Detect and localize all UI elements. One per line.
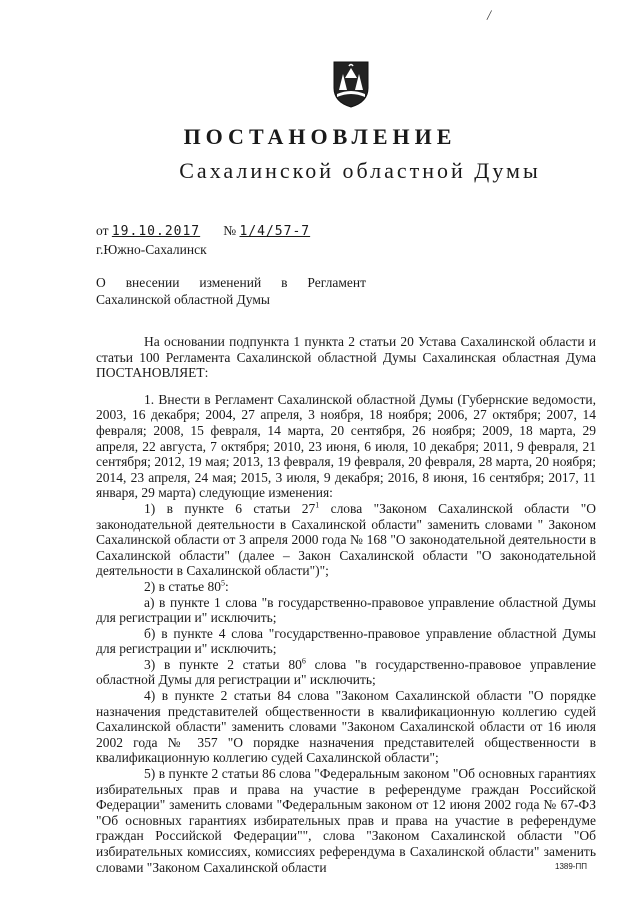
number-prefix: №	[223, 223, 237, 238]
page-code: 1389-ПП	[555, 862, 587, 871]
subitem-2b-paragraph: б) в пункте 4 слова "государственно-правовое управление областной Думы для регистрации и" исключить;	[96, 625, 596, 657]
subitem-1-text-cont: слова "Законом Сахалинской области "О законодательной деятельности в Сахалинской области" заменить словами " Законом Сахалинской области от 3 апреля 2000 года № 168 "О законодательной деятельности в Сахалинской области" (далее – Закон Сахалинской области "О законодательной деятельности в Сахалинской области")";	[96, 500, 596, 579]
date-number-line	[96, 222, 350, 241]
superscript: 1	[315, 500, 320, 510]
document-body	[96, 334, 596, 875]
document-subject	[96, 274, 366, 308]
coat-of-arms-icon	[331, 60, 371, 108]
subject-word: внесении	[125, 275, 180, 290]
subject-word: Регламент	[307, 275, 366, 290]
document-date: 19.10.2017	[111, 224, 201, 239]
subitem-1-paragraph	[96, 501, 596, 579]
corner-mark: /	[485, 7, 493, 25]
superscript: 5	[221, 578, 225, 588]
subitem-1-text: 1) в пункте 6 статьи 27	[144, 500, 316, 516]
item-1-paragraph: 1. Внести в Регламент Сахалинской областной Думы (Губернские ведомости, 2003, 16 декабря; 2004, 27 апреля, 3 ноября, 18 ноября; 2006, 27 октября; 2007, 14 февраля; 2008, 15 февраля, 14 марта, 20 сентября, 26 ноября; 2009, 18 марта, 29 апреля, 22 августа, 7 октября; 2010, 23 июня, 6 июля, 10 декабря; 2011, 9 февраля, 21 сентября; 2012, 19 мая; 2013, 13 февраля, 19 февраля, 20 февраля, 28 марта, 20 ноября; 2014, 23 апреля, 24 мая; 2015, 3 июля, 9 декабря; 2016, 8 июня, 16 сентября; 2017, 11 января, 29 марта) следующие изменения:	[96, 391, 596, 501]
date-prefix: от	[96, 223, 109, 238]
subitem-2a-paragraph: а) в пункте 1 слова "в государственно-правовое управление областной Думы для регистрации и" исключить;	[96, 594, 596, 626]
subitem-5-paragraph: 5) в пункте 2 статьи 86 слова "Федеральным законом "Об основных гарантиях избирательных прав и права на участие в референдуме граждан Российской Федерации" заменить словами "Федеральным законом от 12 июня 2002 года № 67-ФЗ "Об основных гарантиях избирательных прав и права на участие в референдуме граждан Российской Федерации"", слова "Законом Сахалинской области "Об избирательных комиссиях, комиссиях референдума в Сахалинской области" заменить словами "Законом Сахалинской области	[96, 766, 596, 875]
city: г.Южно-Сахалинск	[96, 242, 207, 257]
subitem-2-text: 2) в статье 80	[144, 578, 221, 594]
document-title: ПОСТАНОВЛЕНИЕ	[183, 124, 457, 149]
superscript: 6	[301, 656, 306, 666]
subitem-2-text-cont: :	[225, 578, 229, 594]
document-number: 1/4/57-7	[239, 224, 311, 239]
document-subtitle: Сахалинской областной Думы	[179, 158, 541, 183]
subject-line-2: Сахалинской областной Думы	[96, 292, 270, 307]
subject-line-1	[96, 274, 366, 291]
subitem-4-paragraph: 4) в пункте 2 статьи 84 слова "Законом Сахалинской области "О порядке назначения представителей общественности в квалификационную коллегию судей Сахалинской области" заменить словами "Законом Сахалинской области от 16 июля 2002 года № 357 "О порядке назначения представителей общественности в квалификационную коллегию судей Сахалинской области";	[96, 688, 596, 766]
subitem-3-text-cont: слова "в государственно-правовое управление областной Думы для регистрации и" исключить;	[96, 656, 596, 688]
subject-word: изменений	[199, 275, 262, 290]
subitem-3-paragraph	[96, 657, 596, 688]
document-meta	[96, 222, 350, 259]
subject-word: в	[281, 275, 288, 290]
subject-word: О	[96, 275, 106, 290]
subitem-3-text: 3) в пункте 2 статьи 80	[144, 656, 302, 672]
preamble-paragraph: На основании подпункта 1 пункта 2 статьи 20 Устава Сахалинской области и статьи 100 Регламента Сахалинской областной Думы Сахалинская областная Дума ПОСТАНОВЛЯЕТ:	[96, 334, 596, 381]
subitem-2-paragraph	[96, 579, 596, 595]
